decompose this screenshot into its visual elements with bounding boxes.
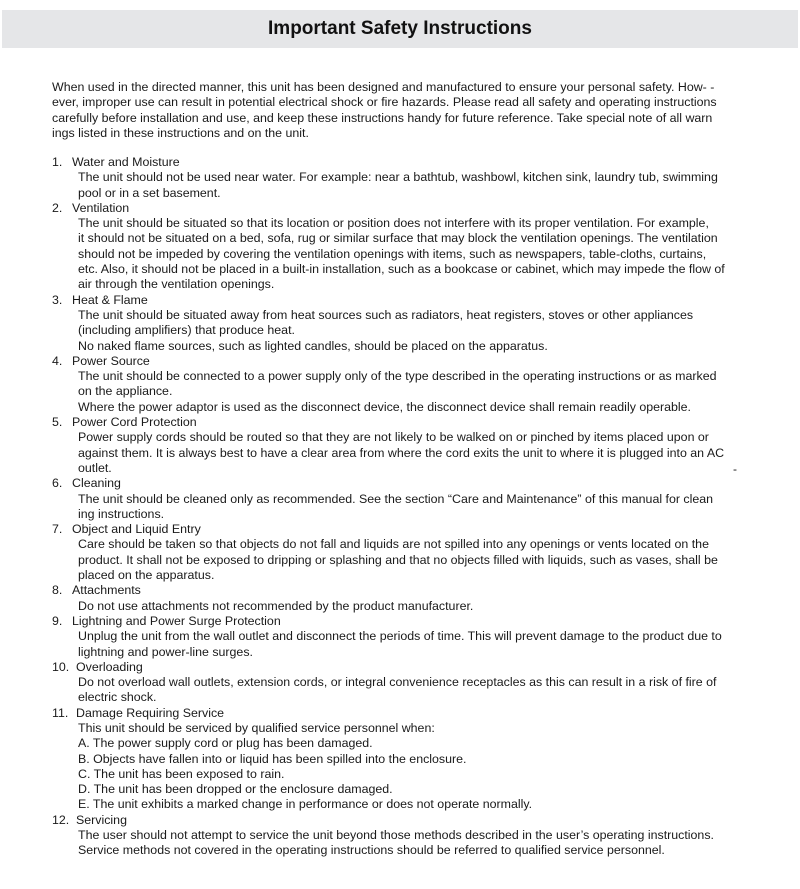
item-heading: Object and Liquid Entry <box>72 522 201 537</box>
item-heading-row <box>52 155 752 170</box>
item-body <box>52 629 752 660</box>
item-number: 5. <box>52 415 63 430</box>
item-number: 8. <box>52 583 63 598</box>
item-text-line: The user should not attempt to service the unit beyond those methods described in the user’s operating instructions. <box>78 828 714 843</box>
intro-line: ings listed in these instructions and on the unit. <box>52 126 309 141</box>
item-text-line: electric shock. <box>78 690 157 705</box>
item-text-line: E. The unit exhibits a marked change in performance or does not operate normally. <box>78 797 533 812</box>
item-text-line: it should not be situated on a bed, sofa, rug or similar surface that may block the ventilation openings. The ventilation <box>78 231 718 246</box>
item-heading-row <box>52 476 752 491</box>
intro-line: When used in the directed manner, this unit has been designed and manufactured to ensure your personal safety. How- - <box>52 80 715 94</box>
item-number: 7. <box>52 522 63 537</box>
item-text-line: The unit should be situated so that its location or position does not interfere with its proper ventilation. For example, <box>78 216 709 231</box>
item-heading: Damage Requiring Service <box>76 705 225 720</box>
list-item <box>52 155 752 201</box>
item-heading-row <box>52 660 752 675</box>
item-heading: Lightning and Power Surge Protection <box>72 613 281 628</box>
item-number: 10. <box>52 659 70 674</box>
item-text-line: Do not overload wall outlets, extension cords, or integral convenience receptacles as this can result in a risk of fire of <box>78 675 717 690</box>
item-text-line: against them. It is always best to have a clear area from where the cord exits the unit to where it is plugged into an AC <box>78 445 725 460</box>
list-item <box>52 522 752 583</box>
item-text-line: pool or in a set basement. <box>78 185 221 200</box>
item-heading-row <box>52 706 752 721</box>
item-body <box>52 170 752 201</box>
item-text-line: placed on the apparatus. <box>78 568 215 583</box>
item-text-line: This unit should be serviced by qualified service personnel when: <box>78 720 435 735</box>
list-item <box>52 583 752 614</box>
item-text-line: Care should be taken so that objects do not fall and liquids are not spilled into any openings or vents located on the <box>78 537 709 552</box>
item-body <box>52 828 752 859</box>
item-text-line: The unit should not be used near water. For example: near a bathtub, washbowl, kitchen sink, laundry tub, swimming <box>78 170 718 185</box>
list-item <box>52 706 752 813</box>
item-text-line: D. The unit has been dropped or the enclosure damaged. <box>78 782 393 797</box>
intro-paragraph <box>52 80 742 142</box>
item-number: 4. <box>52 353 63 368</box>
item-heading: Ventilation <box>72 200 130 215</box>
stray-dash: - <box>733 462 737 476</box>
item-body <box>52 492 752 523</box>
list-item <box>52 354 752 415</box>
item-text-line: Power supply cords should be routed so that they are not likely to be walked on or pinched by items placed upon or <box>78 430 709 445</box>
item-heading-row <box>52 415 752 430</box>
item-number: 11. <box>52 705 69 720</box>
item-text-line: product. It shall not be exposed to dripping or splashing and that no objects filled with liquids, such as vases, shall be <box>78 552 718 567</box>
intro-line: carefully before installation and use, and keep these instructions handy for future reference. Take special note of all warn <box>52 110 713 125</box>
list-item <box>52 415 752 476</box>
item-text-line: lightning and power-line surges. <box>78 644 253 659</box>
page-title: Important Safety Instructions <box>268 18 532 39</box>
item-heading: Overloading <box>76 659 143 674</box>
item-text-line: The unit should be connected to a power supply only of the type described in the operating instructions or as marked <box>78 369 717 384</box>
item-text-line: should not be impeded by covering the ventilation openings with items, such as newspapers, table-cloths, curtains, <box>78 246 707 261</box>
item-number: 1. <box>52 155 63 169</box>
item-body <box>52 430 752 476</box>
item-number: 6. <box>52 476 63 491</box>
item-text-line: A. The power supply cord or plug has been damaged. <box>78 736 373 751</box>
item-heading: Attachments <box>72 583 141 598</box>
item-text-line: on the appliance. <box>78 384 173 399</box>
item-text-line: ing instructions. <box>78 506 165 521</box>
item-text-line: (including amplifiers) that produce heat. <box>78 323 295 338</box>
item-body <box>52 216 752 292</box>
item-body <box>52 369 752 415</box>
item-heading-row <box>52 583 752 598</box>
list-item <box>52 614 752 660</box>
title-bar <box>2 10 798 48</box>
item-heading: Cleaning <box>72 476 121 491</box>
list-item <box>52 476 752 522</box>
item-text-line: The unit should be situated away from heat sources such as radiators, heat registers, stoves or other appliances <box>78 307 694 322</box>
item-number: 12. <box>52 812 70 827</box>
item-text-line: air through the ventilation openings. <box>78 277 275 292</box>
item-heading-row <box>52 354 752 369</box>
item-number: 9. <box>52 613 63 628</box>
item-heading-row <box>52 813 752 828</box>
item-text-line: Service methods not covered in the operating instructions should be referred to qualified service personnel. <box>78 843 665 858</box>
item-heading: Water and Moisture <box>72 155 180 169</box>
item-body <box>52 537 752 583</box>
item-text-line: Where the power adaptor is used as the disconnect device, the disconnect device shall remain readily operable. <box>78 399 691 414</box>
item-body <box>52 675 752 706</box>
item-heading-row <box>52 201 752 216</box>
list-item <box>52 201 752 293</box>
item-number: 2. <box>52 200 63 215</box>
item-heading: Servicing <box>76 812 127 827</box>
item-heading-row <box>52 293 752 308</box>
list-item <box>52 660 752 706</box>
item-text-line: outlet. <box>78 460 112 475</box>
safety-instructions-list <box>52 155 752 859</box>
item-text-line: Unplug the unit from the wall outlet and disconnect the periods of time. This will prevent damage to the product due to <box>78 629 722 644</box>
item-number: 3. <box>52 292 63 307</box>
item-text-line: No naked flame sources, such as lighted candles, should be placed on the apparatus. <box>78 338 548 353</box>
item-body <box>52 721 752 813</box>
item-body <box>52 599 752 614</box>
item-heading-row <box>52 522 752 537</box>
item-text-line: B. Objects have fallen into or liquid has been spilled into the enclosure. <box>78 751 467 766</box>
item-heading: Power Cord Protection <box>72 415 197 430</box>
item-text-line: The unit should be cleaned only as recommended. See the section “Care and Maintenance” of this manual for clean <box>78 491 714 506</box>
item-heading: Power Source <box>72 353 150 368</box>
item-text-line: C. The unit has been exposed to rain. <box>78 766 285 781</box>
list-item <box>52 293 752 354</box>
item-text-line: Do not use attachments not recommended by the product manufacturer. <box>78 598 474 613</box>
item-heading-row <box>52 614 752 629</box>
intro-line: ever, improper use can result in potential electrical shock or fire hazards. Please read all safety and operating instructions <box>52 95 717 110</box>
item-body <box>52 308 752 354</box>
item-heading: Heat & Flame <box>72 292 148 307</box>
item-text-line: etc. Also, it should not be placed in a built-in installation, such as a bookcase or cabinet, which may impede the flow of <box>78 262 725 277</box>
list-item <box>52 813 752 859</box>
